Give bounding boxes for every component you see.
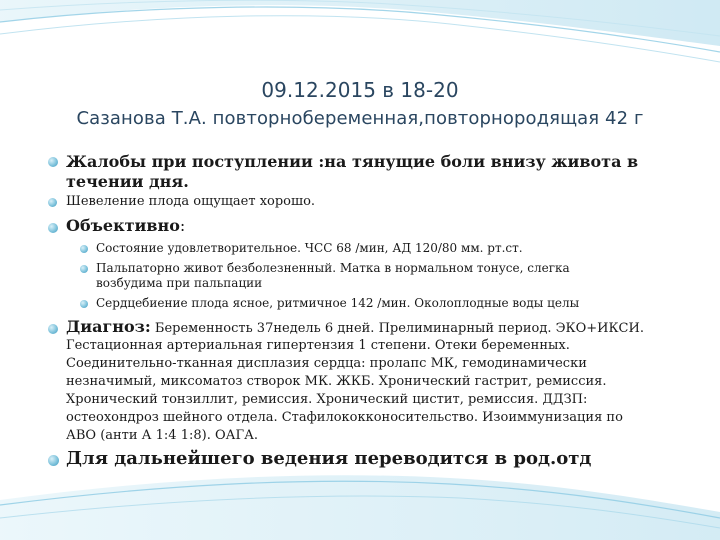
objective-label: Объективно — [66, 216, 180, 235]
diagnosis-line: АВО (анти А 1:4 1:8). ОАГА. — [66, 428, 259, 443]
diagnosis-line: незначимый, миксоматоз створок МК. ЖКБ. Хронический гастрит, ремиссия. — [66, 374, 607, 389]
bullet-icon — [80, 300, 88, 308]
diagnosis-line: Соединительно-тканная дисплазия сердца: пролапс МК, гемодинамически — [66, 356, 587, 371]
objective-colon: : — [179, 216, 186, 235]
objective-subitem-line: Состояние удовлетворительное. ЧСС 68 /мин, АД 120/80 мм. рт.ст. — [96, 241, 523, 255]
diagnosis-label: Диагноз: — [66, 317, 151, 336]
bullet-icon — [48, 324, 58, 334]
slide-title-date: 09.12.2015 в 18-20 — [261, 78, 459, 102]
bullet-icon — [48, 455, 59, 466]
bullet-icon — [48, 198, 57, 207]
complaints-line-1: Жалобы при поступлении :на тянущие боли внизу живота в — [66, 152, 639, 171]
diagnosis-line: остеохондроз шейного отдела. Стафилококконосительство. Изоиммунизация по — [66, 410, 623, 425]
transfer-text: Для дальнейшего ведения переводится в род.отд — [66, 448, 592, 469]
objective-subitem-line: Сердцебиение плода ясное, ритмичное 142 /мин. Околоплодные воды целы — [96, 296, 580, 310]
objective-subitem-line: Пальпаторно живот безболезненный. Матка в нормальном тонусе, слегка — [96, 261, 570, 275]
bullet-icon — [48, 157, 58, 167]
fetal-movement-text: Шевеление плода ощущает хорошо. — [66, 194, 316, 209]
bullet-icon — [80, 245, 88, 253]
slide-title-patient: Сазанова Т.А. повторнобеременная,повторнородящая 42 г — [76, 108, 644, 129]
bullet-icon — [48, 223, 58, 233]
diagnosis-line: Хронический тонзиллит, ремиссия. Хронический цистит, ремиссия. ДДЗП: — [66, 392, 588, 407]
objective-subitem-line: возбудима при пальпации — [96, 276, 263, 290]
diagnosis-line: Гестационная артериальная гипертензия 1 степени. Отеки беременных. — [66, 338, 570, 353]
diagnosis-first-line: Беременность 37недель 6 дней. Прелиминарный период. ЭКО+ИКСИ. — [150, 321, 644, 336]
bullet-icon — [80, 265, 88, 273]
complaints-line-2: течении дня. — [66, 172, 189, 191]
